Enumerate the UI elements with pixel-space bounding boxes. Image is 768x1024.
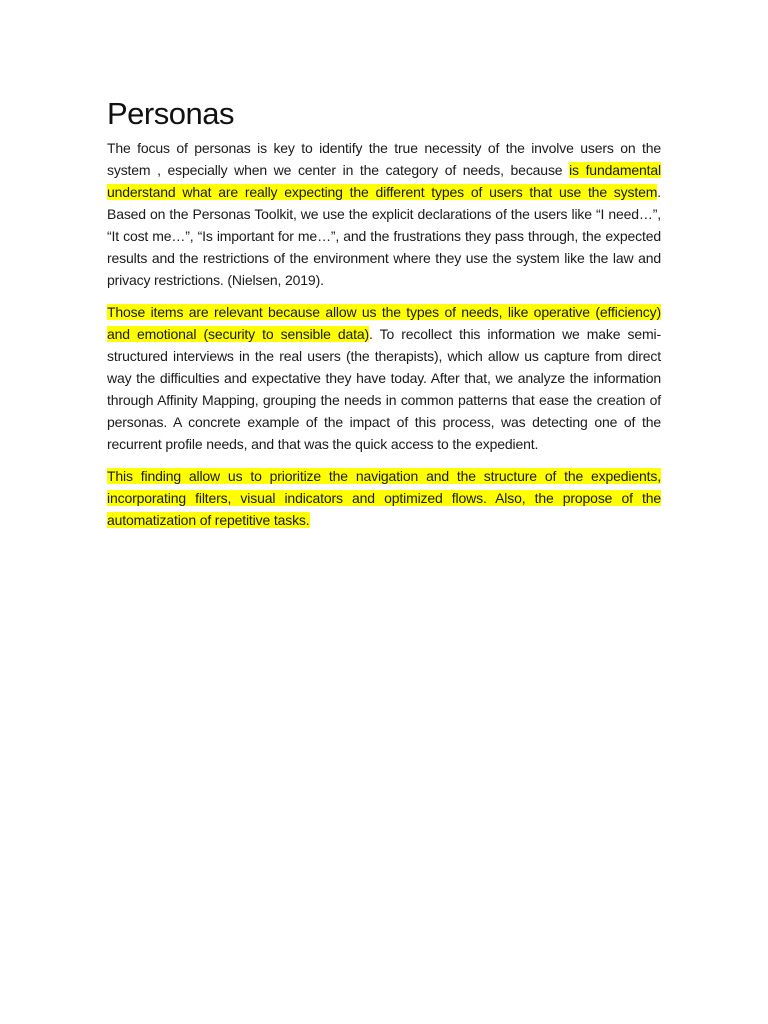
document-body <box>107 93 661 531</box>
paragraph-2-text: . To recollect this information we make semi-structured interviews in the real users (the therapists), which allow us capture from direct way the difficulties and expectative they have today. After that, we analyze the information through Affinity Mapping, grouping the needs in common patterns that ease the creation of personas. A concrete example of the impact of this process, was detecting one of the recurrent profile needs, and that was the quick access to the expedient. <box>107 326 661 452</box>
paragraph-2-highlight: Those items are relevant because allow us the types of needs, like operative (efficiency) and emotional (security to sensible data) <box>107 304 661 342</box>
paragraph-1-highlight: is fundamental understand what are really expecting the different types of users that use the system <box>107 162 661 200</box>
paragraph-3-highlight: This finding allow us to prioritize the navigation and the structure of the expedients, incorporating filters, visual indicators and optimized flows. Also, the propose of the automatization of repetitive tasks. <box>107 468 661 528</box>
paragraph-2 <box>107 301 661 455</box>
section-heading: Personas <box>107 96 234 131</box>
paragraph-1 <box>107 137 661 291</box>
paragraph-1-text-2: . Based on the Personas Toolkit, we use the explicit declarations of the users like “I need…”, “It cost me…”, “Is important for me…”, and the frustrations they pass through, the expected results and the restrictions of the environment where they use the system like the law and privacy restrictions. (Nielsen, 2019). <box>107 184 661 288</box>
paragraph-1-text-1: The focus of personas is key to identify the true necessity of the involve users on the system , especially when we center in the category of needs, because <box>107 140 661 178</box>
paragraph-3 <box>107 465 661 531</box>
